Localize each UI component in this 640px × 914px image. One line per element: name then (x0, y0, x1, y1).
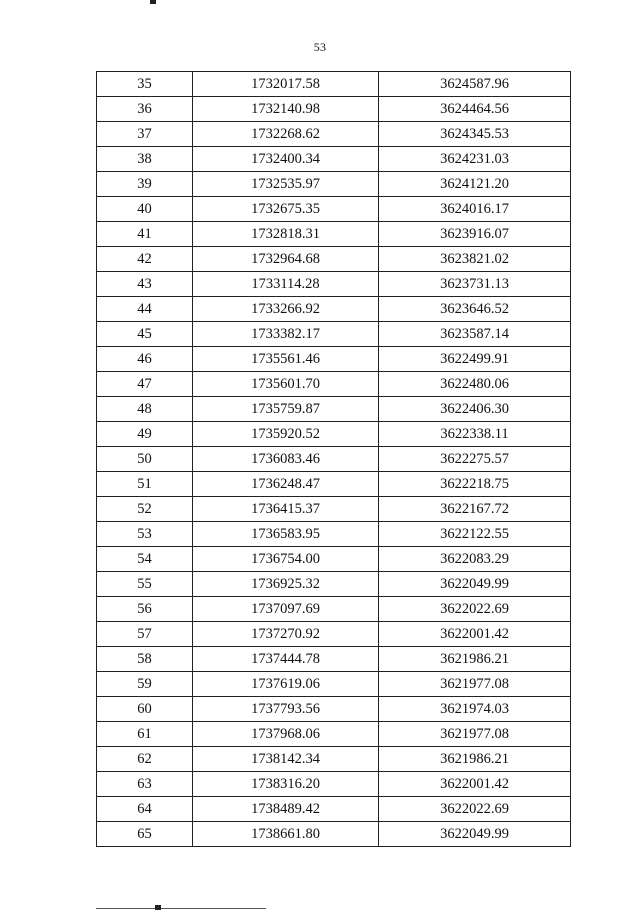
table-row (97, 697, 571, 722)
x-coordinate-cell: 1738661.80 (193, 822, 379, 847)
y-coordinate-cell: 3622338.11 (379, 422, 571, 447)
point-number-cell: 37 (97, 122, 193, 147)
y-coordinate-cell: 3624587.96 (379, 72, 571, 97)
point-number-cell: 52 (97, 497, 193, 522)
y-coordinate-cell: 3624121.20 (379, 172, 571, 197)
x-coordinate-cell: 1737968.06 (193, 722, 379, 747)
x-coordinate-cell: 1732140.98 (193, 97, 379, 122)
y-coordinate-cell: 3622022.69 (379, 597, 571, 622)
y-coordinate-cell: 3621977.08 (379, 672, 571, 697)
y-coordinate-cell: 3621977.08 (379, 722, 571, 747)
table-row (97, 472, 571, 497)
point-number-cell: 54 (97, 547, 193, 572)
x-coordinate-cell: 1737793.56 (193, 697, 379, 722)
point-number-cell: 63 (97, 772, 193, 797)
table-row (97, 272, 571, 297)
x-coordinate-cell: 1735601.70 (193, 372, 379, 397)
y-coordinate-cell: 3622275.57 (379, 447, 571, 472)
y-coordinate-cell: 3622218.75 (379, 472, 571, 497)
x-coordinate-cell: 1735759.87 (193, 397, 379, 422)
y-coordinate-cell: 3624345.53 (379, 122, 571, 147)
point-number-cell: 45 (97, 322, 193, 347)
point-number-cell: 55 (97, 572, 193, 597)
x-coordinate-cell: 1738142.34 (193, 747, 379, 772)
x-coordinate-cell: 1736925.32 (193, 572, 379, 597)
point-number-cell: 60 (97, 697, 193, 722)
point-number-cell: 48 (97, 397, 193, 422)
point-number-cell: 58 (97, 647, 193, 672)
x-coordinate-cell: 1736083.46 (193, 447, 379, 472)
y-coordinate-cell: 3622022.69 (379, 797, 571, 822)
scan-mark-bottom (155, 905, 161, 910)
y-coordinate-cell: 3623916.07 (379, 222, 571, 247)
x-coordinate-cell: 1737444.78 (193, 647, 379, 672)
point-number-cell: 57 (97, 622, 193, 647)
y-coordinate-cell: 3623731.13 (379, 272, 571, 297)
x-coordinate-cell: 1735920.52 (193, 422, 379, 447)
x-coordinate-cell: 1736415.37 (193, 497, 379, 522)
table-row (97, 247, 571, 272)
point-number-cell: 44 (97, 297, 193, 322)
coordinates-table-body (97, 72, 571, 847)
table-row (97, 222, 571, 247)
x-coordinate-cell: 1732017.58 (193, 72, 379, 97)
point-number-cell: 53 (97, 522, 193, 547)
x-coordinate-cell: 1737619.06 (193, 672, 379, 697)
x-coordinate-cell: 1737097.69 (193, 597, 379, 622)
point-number-cell: 64 (97, 797, 193, 822)
point-number-cell: 40 (97, 197, 193, 222)
point-number-cell: 47 (97, 372, 193, 397)
y-coordinate-cell: 3622001.42 (379, 772, 571, 797)
point-number-cell: 65 (97, 822, 193, 847)
y-coordinate-cell: 3622167.72 (379, 497, 571, 522)
table-row (97, 447, 571, 472)
table-row (97, 597, 571, 622)
y-coordinate-cell: 3624231.03 (379, 147, 571, 172)
table-row (97, 722, 571, 747)
point-number-cell: 50 (97, 447, 193, 472)
table-row (97, 322, 571, 347)
x-coordinate-cell: 1737270.92 (193, 622, 379, 647)
table-row (97, 647, 571, 672)
x-coordinate-cell: 1732675.35 (193, 197, 379, 222)
table-row (97, 172, 571, 197)
x-coordinate-cell: 1732535.97 (193, 172, 379, 197)
table-row (97, 747, 571, 772)
y-coordinate-cell: 3624464.56 (379, 97, 571, 122)
page-number: 53 (313, 40, 327, 54)
y-coordinate-cell: 3622001.42 (379, 622, 571, 647)
point-number-cell: 49 (97, 422, 193, 447)
x-coordinate-cell: 1733382.17 (193, 322, 379, 347)
point-number-cell: 43 (97, 272, 193, 297)
table-row (97, 97, 571, 122)
table-row (97, 672, 571, 697)
x-coordinate-cell: 1732268.62 (193, 122, 379, 147)
point-number-cell: 62 (97, 747, 193, 772)
x-coordinate-cell: 1735561.46 (193, 347, 379, 372)
point-number-cell: 59 (97, 672, 193, 697)
x-coordinate-cell: 1738316.20 (193, 772, 379, 797)
table-row (97, 397, 571, 422)
y-coordinate-cell: 3621974.03 (379, 697, 571, 722)
point-number-cell: 56 (97, 597, 193, 622)
x-coordinate-cell: 1732400.34 (193, 147, 379, 172)
y-coordinate-cell: 3624016.17 (379, 197, 571, 222)
point-number-cell: 61 (97, 722, 193, 747)
y-coordinate-cell: 3622122.55 (379, 522, 571, 547)
x-coordinate-cell: 1733114.28 (193, 272, 379, 297)
x-coordinate-cell: 1736583.95 (193, 522, 379, 547)
y-coordinate-cell: 3623587.14 (379, 322, 571, 347)
point-number-cell: 35 (97, 72, 193, 97)
table-row (97, 197, 571, 222)
y-coordinate-cell: 3622083.29 (379, 547, 571, 572)
scan-mark-top (150, 0, 156, 4)
table-row (97, 622, 571, 647)
point-number-cell: 46 (97, 347, 193, 372)
x-coordinate-cell: 1733266.92 (193, 297, 379, 322)
y-coordinate-cell: 3623821.02 (379, 247, 571, 272)
table-row (97, 72, 571, 97)
footer-rule (96, 908, 266, 909)
point-number-cell: 42 (97, 247, 193, 272)
y-coordinate-cell: 3622499.91 (379, 347, 571, 372)
y-coordinate-cell: 3622049.99 (379, 822, 571, 847)
y-coordinate-cell: 3623646.52 (379, 297, 571, 322)
x-coordinate-cell: 1736248.47 (193, 472, 379, 497)
y-coordinate-cell: 3622049.99 (379, 572, 571, 597)
table-row (97, 422, 571, 447)
point-number-cell: 39 (97, 172, 193, 197)
y-coordinate-cell: 3621986.21 (379, 747, 571, 772)
table-row (97, 522, 571, 547)
table-row (97, 547, 571, 572)
table-row (97, 297, 571, 322)
y-coordinate-cell: 3622480.06 (379, 372, 571, 397)
x-coordinate-cell: 1732964.68 (193, 247, 379, 272)
table-row (97, 147, 571, 172)
y-coordinate-cell: 3621986.21 (379, 647, 571, 672)
table-row (97, 497, 571, 522)
table-row (97, 572, 571, 597)
x-coordinate-cell: 1738489.42 (193, 797, 379, 822)
point-number-cell: 38 (97, 147, 193, 172)
table-row (97, 822, 571, 847)
coordinates-table (96, 71, 571, 847)
table-row (97, 122, 571, 147)
table-row (97, 797, 571, 822)
x-coordinate-cell: 1736754.00 (193, 547, 379, 572)
table-row (97, 772, 571, 797)
y-coordinate-cell: 3622406.30 (379, 397, 571, 422)
table-row (97, 372, 571, 397)
point-number-cell: 36 (97, 97, 193, 122)
x-coordinate-cell: 1732818.31 (193, 222, 379, 247)
point-number-cell: 41 (97, 222, 193, 247)
table-row (97, 347, 571, 372)
point-number-cell: 51 (97, 472, 193, 497)
